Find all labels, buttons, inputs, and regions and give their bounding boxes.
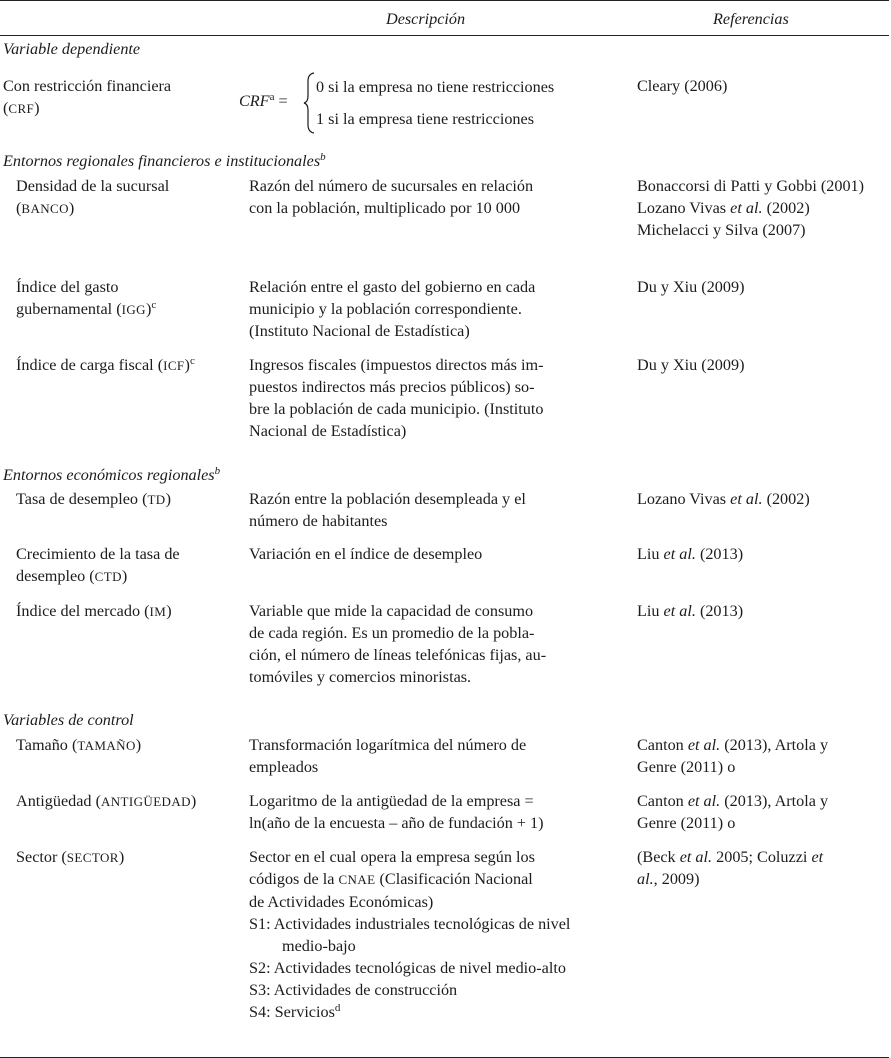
banco-code: BANCO [21,201,69,216]
row-im-name: Índice del mercado (IM) [16,602,172,620]
igg-description: Relación entre el gasto del gobierno en cada municipio y la población correspondiente. (Instituto Nacional de Estadística) [249,278,536,340]
td-code: TD [147,492,166,507]
row-igg-name: Índice del gasto gubernamental (IGG)$^c$ [16,278,157,318]
crf-option-1: 1 si la empresa tiene restricciones [316,110,534,128]
im-description: Variable que mide la capacidad de consumo de cada región. Es un promedio de la pobla- ción, el número de líneas telefónicas fijas, au- tomóviles y comercios minoristas. [249,602,547,686]
antiguedad-description: Logaritmo de la antigüedad de la empresa = ln(año de la encuesta – año de fundación + 1) [249,792,544,832]
header-rule [0,35,889,36]
row-banco-name: Densidad de la sucursal (BANCO) [16,175,241,220]
column-header-references: Referencias [713,10,789,28]
crf-code: CRF [8,101,35,116]
im-reference: Liu et al. (2013) [637,602,744,620]
tamano-description: Transformación logarítmica del número de empleados [249,736,527,776]
sector-s3: S3: Actividades de construcción [249,981,458,999]
section-financial: Entornos regionales financieros e institucionales$^b$ [3,151,326,170]
crf-formula: $CRF^a$ = 0 si la empresa no tiene restricciones 1 si la empresa tiene restricciones [239,72,629,134]
row-antiguedad-name: Antigüedad (ANTIGÜEDAD) [16,792,197,810]
ctd-reference: Liu et al. (2013) [637,545,744,563]
sector-reference: (Beck et al. 2005; Coluzzi et al., 2009) [637,848,824,888]
row-crf-name: Con restricción financiera (CRF) [3,75,233,120]
banco-description: Razón del número de sucursales en relación con la población, multiplicado por 10 000 [249,177,534,217]
section-dependent-variable: Variable dependiente [3,40,141,58]
crf-option-0: 0 si la empresa no tiene restricciones [316,78,555,96]
sector-description: Sector en el cual opera la empresa según los códigos de la CNAE (Clasificación Nacional de Actividades Económicas) S1: Actividades industriales tecnológicas de nivel medio-bajo S2: Actividades tecnológicas de nivel medio-alto S3: Actividades de construcción S4: Servicios$^d$ [249,846,608,1025]
sector-code: SECTOR [66,850,119,865]
section-control: Variables de control [3,711,134,729]
curly-brace-icon [303,72,315,134]
igg-code: IGG [121,302,146,317]
igg-reference: Du y Xiu (2009) [637,278,745,296]
antiguedad-reference: Canton et al. (2013), Artola y Genre (2011) o [637,792,829,832]
icf-code: ICF [163,358,185,373]
td-reference: Lozano Vivas et al. (2002) [637,490,810,508]
tamano-code: TAMAÑO [77,738,136,753]
banco-name: Densidad de la sucursal [16,177,170,195]
im-code: IM [149,604,167,619]
antiguedad-code: ANTIGÜEDAD [100,794,191,809]
sector-s2: S2: Actividades tecnológicas de nivel medio-alto [249,959,566,977]
icf-description: Ingresos fiscales (impuestos directos más im- puestos indirectos más precios públicos) so- bre la población de cada municipio. (Instituto Nacional de Estadística) [249,356,544,440]
row-tamano-name: Tamaño (TAMAÑO) [16,736,142,754]
crf-name: Con restricción financiera [3,77,172,95]
ctd-code: CTD [94,569,122,584]
sector-s4: S4: Servicios$^d$ [249,1002,341,1021]
row-sector-name: Sector (SECTOR) [16,848,125,866]
tamano-reference: Canton et al. (2013), Artola y Genre (2011) o [637,736,829,776]
section-economic: Entornos económicos regionales$^b$ [3,465,221,484]
row-icf-name: Índice de carga fiscal (ICF)$^c$ [16,355,195,374]
column-header-description: Descripción [386,10,466,28]
banco-references: Bonaccorsi di Patti y Gobbi (2001) Lozano Vivas et al. (2002) Michelacci y Silva (2007) [637,177,865,239]
td-description: Razón entre la población desempleada y el número de habitantes [249,490,526,530]
table-top-rule [0,0,889,1]
crf-reference: Cleary (2006) [637,77,728,95]
icf-reference: Du y Xiu (2009) [637,356,745,374]
sector-s1: S1: Actividades industriales tecnológicas de nivel medio-bajo [249,915,571,955]
crf-formula-lhs: CRF [239,92,270,110]
row-td-name: Tasa de desempleo (TD) [16,490,171,508]
row-ctd-name: Crecimiento de la tasa de desempleo (CTD) [16,545,180,585]
ctd-description: Variación en el índice de desempleo [249,545,483,563]
